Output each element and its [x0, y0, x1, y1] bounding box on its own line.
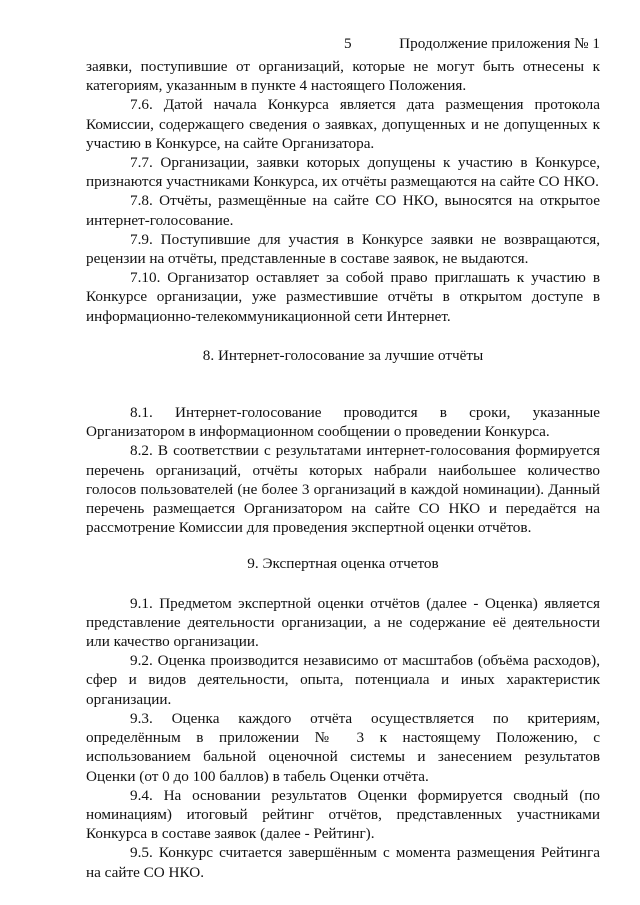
paragraph-9-1: 9.1. Предметом экспертной оценки отчётов (далее - Оценка) является представление деятельности организации, а не содержание её деятельности или качество организации.	[86, 594, 600, 651]
paragraph-7-6: 7.6. Датой начала Конкурса является дата размещения протокола Комиссии, содержащего сведения о заявках, допущенных и не допущенных к участию в Конкурсе, на сайте Организатора.	[86, 96, 600, 152]
paragraph-7-9: 7.9. Поступившие для участия в Конкурсе заявки не возвращаются, рецензии на отчёты, представленные в составе заявок, не выдаются.	[86, 230, 600, 268]
paragraph-8-1: 8.1. Интернет-голосование проводится в сроки, указанные Организатором в информационном сообщении о проведении Конкурса.	[86, 404, 600, 441]
paragraph-7-10: 7.10. Организатор оставляет за собой право приглашать к участию в Конкурсе организации, уже разместившие отчёты в открытом доступе в информационно-телекоммуникационной сети Интернет.	[86, 269, 600, 325]
paragraph-9-5: 9.5. Конкурс считается завершённым с момента размещения Рейтинга на сайте СО НКО.	[86, 844, 600, 881]
document-page	[86, 34, 600, 882]
paragraph-9-4: 9.4. На основании результатов Оценки формируется сводный (по номинациям) итоговый рейтинг отчётов, представленных участниками Конкурса в составе заявок (далее - Рейтинг).	[86, 786, 600, 843]
section8-heading: 8. Интернет-голосование за лучшие отчёты	[202, 346, 484, 364]
section9-heading: 9. Экспертная оценка отчетов	[247, 555, 439, 573]
page-number: 5	[344, 35, 352, 52]
paragraph-9-2: 9.2. Оценка производится независимо от масштабов (объёма расходов), сфер и видов деятельности, опыта, потенциала и иных характеристик организации.	[86, 652, 600, 708]
paragraph-7-7: 7.7. Организации, заявки которых допущены к участию в Конкурсе, признаются участниками Конкурса, их отчёты размещаются на сайте СО НКО.	[86, 154, 600, 191]
paragraph-7-8: 7.8. Отчёты, размещённые на сайте СО НКО, выносятся на открытое интернет-голосование.	[86, 192, 600, 229]
paragraph-9-3: 9.3. Оценка каждого отчёта осуществляется по критериям, определённым в приложении № 3 к настоящему Положению, с использованием бальной оценочной системы и занесением результатов Оценки (от 0 до 100 баллов) в табель Оценки отчёта.	[86, 709, 600, 785]
page-header	[86, 34, 600, 57]
section7-continuation: заявки, поступившие от организаций, которые не могут быть отнесены к категориям, указанным в пункте 4 настоящего Положения.	[86, 58, 600, 95]
appendix-title: Продолжение приложения № 1	[399, 35, 600, 52]
paragraph-8-2: 8.2. В соответствии с результатами интернет-голосования формируется перечень организаций, отчёты которых набрали наибольшее количество голосов пользователей (не более 3 организаций в каждой номинации). Данный перечень размещается Организатором на сайте СО НКО и передаётся на рассмотрение Комиссии для проведения экспертной оценки отчётов.	[86, 442, 600, 537]
